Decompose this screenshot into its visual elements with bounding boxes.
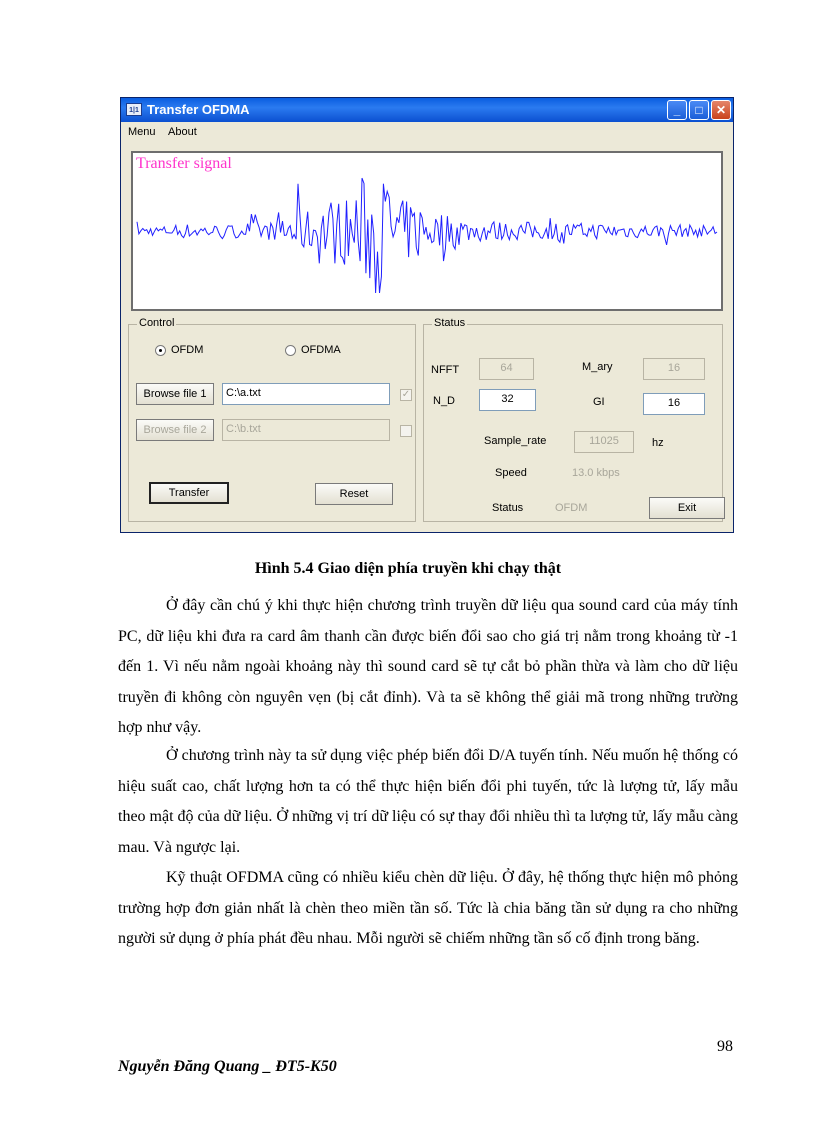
status-group-label: Status: [434, 317, 466, 329]
sample-rate-field: 11025: [574, 431, 634, 453]
nfft-label: NFFT: [431, 364, 460, 376]
file-1-input[interactable]: C:\a.txt: [222, 383, 390, 405]
close-icon[interactable]: ✕: [711, 100, 731, 120]
sample-rate-unit: hz: [652, 437, 664, 449]
signal-series-line: [137, 178, 717, 293]
nfft-field: 64: [479, 358, 534, 380]
nd-label: N_D: [433, 395, 456, 407]
control-group-label: Control: [139, 317, 175, 329]
menu-bar: [121, 122, 733, 142]
control-group: [128, 317, 416, 522]
plot-title: Transfer signal: [136, 155, 232, 172]
menu-item-menu[interactable]: Menu: [128, 126, 156, 138]
mary-label: M_ary: [582, 361, 613, 373]
browse-file-1-button[interactable]: Browse file 1: [136, 383, 214, 405]
radio-ofdma[interactable]: [285, 345, 296, 356]
gi-field[interactable]: 16: [643, 393, 705, 415]
gi-label: GI: [593, 396, 605, 408]
file-2-checkbox[interactable]: [400, 425, 412, 437]
signal-plot: [131, 151, 723, 311]
transfer-ofdma-window: [120, 97, 734, 533]
minimize-icon[interactable]: _: [667, 100, 687, 120]
radio-ofdma-label: OFDMA: [301, 344, 341, 356]
figure-caption: Hình 5.4 Giao diện phía truyền khi chạy thật: [254, 560, 562, 577]
nd-field[interactable]: 32: [479, 389, 536, 411]
speed-label: Speed: [495, 467, 527, 479]
file-1-checkbox[interactable]: ✓: [401, 389, 411, 400]
status-label: Status: [492, 502, 524, 514]
radio-ofdm[interactable]: [155, 345, 166, 356]
menu-item-about[interactable]: About: [168, 126, 197, 138]
window-title: Transfer OFDMA: [147, 102, 250, 117]
page-number: 98: [717, 1038, 733, 1055]
exit-button[interactable]: Exit: [649, 497, 725, 519]
app-icon: 1|1: [126, 103, 142, 116]
maximize-icon[interactable]: □: [689, 100, 709, 120]
mary-field: 16: [643, 358, 705, 380]
sample-rate-label: Sample_rate: [484, 435, 547, 447]
title-bar[interactable]: [121, 98, 733, 122]
speed-value: 13.0 kbps: [572, 467, 620, 479]
browse-file-2-button[interactable]: Browse file 2: [136, 419, 214, 441]
reset-button[interactable]: Reset: [315, 483, 393, 505]
paragraph-3: Kỹ thuật OFDMA cũng có nhiều kiểu chèn dữ liệu. Ở đây, hệ thống thực hiện mô phỏng trường hợp đơn giản nhất là chèn theo miền tần số. Tức là chia băng tần sử dụng ra cho những người sử dụng ở phía phát đều nhau. Mỗi người sẽ chiếm những tần số cố định trong băng.: [118, 869, 738, 947]
transfer-button[interactable]: Transfer: [149, 482, 229, 504]
signal-chart: [133, 153, 721, 309]
radio-ofdm-label: OFDM: [171, 344, 204, 356]
author-footer: Nguyễn Đăng Quang _ ĐT5-K50: [118, 1058, 337, 1075]
status-value: OFDM: [555, 502, 588, 514]
status-group: [423, 317, 723, 522]
file-2-input[interactable]: C:\b.txt: [222, 419, 390, 441]
paragraph-2: Ở chương trình này ta sử dụng việc phép biến đổi D/A tuyến tính. Nếu muốn hệ thống có hiệu suất cao, chất lượng hơn ta có thể thực hiện biến đổi phi tuyến, tức là lượng tử, lấy mẫu theo mật độ của dữ liệu. Ở những vị trí dữ liệu có sự thay đổi nhiều thì ta lượng tử, lấy mẫu càng mau. Và ngược lại.: [118, 747, 738, 856]
paragraph-1: Ở đây cần chú ý khi thực hiện chương trình truyền dữ liệu qua sound card của máy tính PC, dữ liệu khi đưa ra card âm thanh cần được biến đổi sao cho giá trị nằm trong khoảng từ -1 đến 1. Vì nếu nằm ngoài khoảng này thì sound card sẽ tự cắt bỏ phần thừa và làm cho dữ liệu truyền đi không còn nguyên vẹn (bị cắt đỉnh). Và ta sẽ không thể giải mã trong những trường hợp như vậy.: [118, 597, 738, 736]
